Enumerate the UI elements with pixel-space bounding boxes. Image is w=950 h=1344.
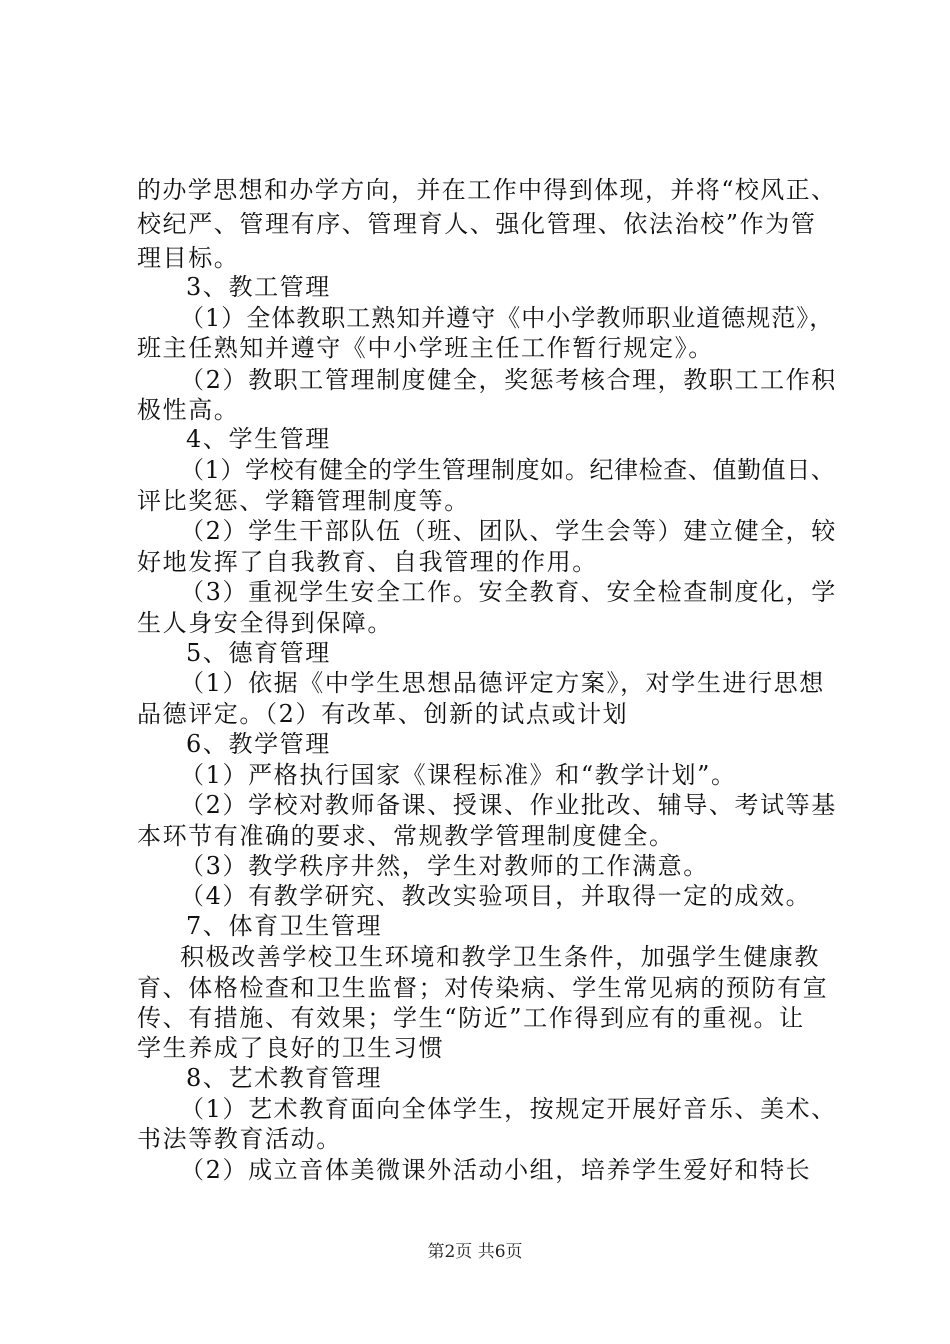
text-line: 班主任熟知并遵守《中小学班主任工作暂行规定》。 bbox=[137, 334, 714, 362]
text-line: 育、体格检查和卫生监督；对传染病、学生常见病的预防有宣 bbox=[137, 974, 829, 1002]
section-heading: 5、德育管理 bbox=[186, 639, 331, 667]
text-line: （1）全体教职工熟知并遵守《中小学教师职业道德规范》， bbox=[180, 304, 835, 332]
text-line: 生人身安全得到保障。 bbox=[137, 609, 393, 637]
text-line: （3）重视学生安全工作。安全教育、安全检查制度化，学 bbox=[180, 578, 837, 606]
text-line: （3）教学秩序井然，学生对教师的工作满意。 bbox=[180, 852, 709, 880]
text-line: （1）艺术教育面向全体学生，按规定开展好音乐、美术、 bbox=[180, 1095, 837, 1123]
text-line: 的办学思想和办学方向，并在工作中得到体现，并将“校风正、 bbox=[137, 176, 837, 204]
text-line: 好地发挥了自我教育、自我管理的作用。 bbox=[137, 548, 598, 576]
text-line: （1）学校有健全的学生管理制度如。纪律检查、值勤值日、 bbox=[180, 456, 836, 484]
section-heading: 6、教学管理 bbox=[186, 730, 331, 758]
section-heading: 3、教工管理 bbox=[186, 273, 331, 301]
text-line: （2）学校对教师备课、授课、作业批改、辅导、考试等基 bbox=[180, 791, 837, 819]
text-line: （2）教职工管理制度健全，奖惩考核合理，教职工工作积 bbox=[180, 366, 837, 394]
text-line: 本环节有准确的要求、常规教学管理制度健全。 bbox=[137, 822, 675, 850]
text-line: （1）严格执行国家《课程标准》和“教学计划”。 bbox=[180, 761, 737, 789]
section-heading: 4、学生管理 bbox=[186, 425, 331, 453]
text-line: 积极改善学校卫生环境和教学卫生条件，加强学生健康教 bbox=[180, 943, 820, 971]
text-line: （1）依据《中学生思想品德评定方案》，对学生进行思想 bbox=[180, 669, 825, 697]
text-line: 传、有措施、有效果；学生“防近”工作得到应有的重视。让 bbox=[137, 1004, 805, 1032]
text-line: 书法等教育活动。 bbox=[137, 1125, 342, 1153]
text-line: 校纪严、管理有序、管理育人、强化管理、依法治校”作为管 bbox=[137, 210, 817, 238]
text-line: 理目标。 bbox=[137, 244, 240, 272]
text-line: （2）成立音体美微课外活动小组，培养学生爱好和特长 bbox=[180, 1156, 812, 1184]
page-number-footer: 第2页 共6页 bbox=[427, 1242, 523, 1262]
text-line: （4）有教学研究、教改实验项目，并取得一定的成效。 bbox=[180, 882, 812, 910]
text-line: 评比奖惩、学籍管理制度等。 bbox=[137, 487, 470, 515]
section-heading: 7、体育卫生管理 bbox=[186, 912, 383, 940]
text-line: （2）学生干部队伍（班、团队、学生会等）建立健全，较 bbox=[180, 517, 837, 545]
text-line: 学生养成了良好的卫生习惯 bbox=[137, 1034, 445, 1062]
text-line: 品德评定。（2）有改革、创新的试点或计划 bbox=[137, 700, 629, 728]
text-line: 极性高。 bbox=[137, 396, 240, 424]
section-heading: 8、艺术教育管理 bbox=[186, 1064, 383, 1092]
